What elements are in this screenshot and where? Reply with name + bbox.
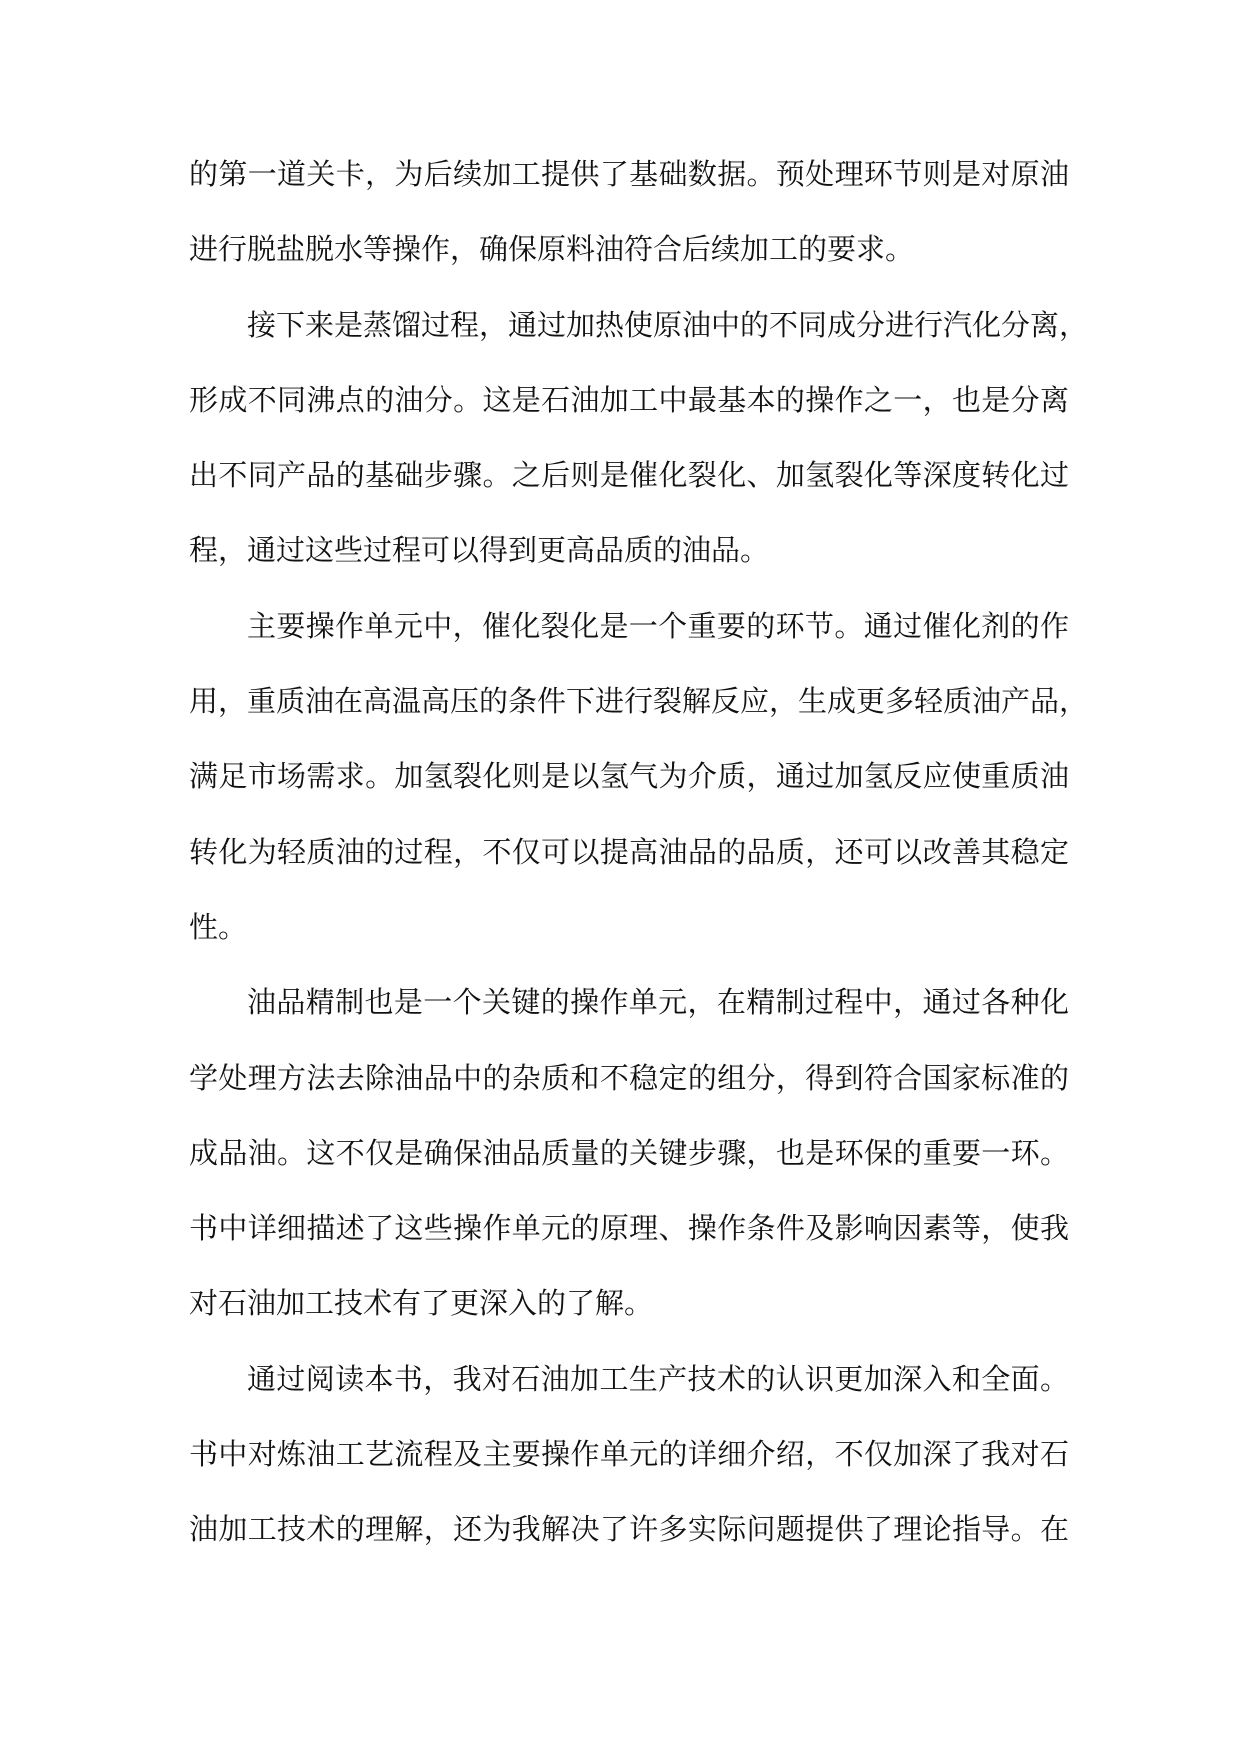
paragraph-first-line: 通过阅读本书，我对石油加工生产技术的认识更加深入和全面。 [247, 1361, 1069, 1396]
paragraph-first-line: 接下来是蒸馏过程，通过加热使原油中的不同成分进行汽化分离， [247, 307, 1089, 342]
body-text [189, 137, 1089, 1568]
text-line: 书中对炼油工艺流程及主要操作单元的详细介绍，不仅加深了我对石 [189, 1437, 1069, 1472]
text-line: 出不同产品的基础步骤。之后则是催化裂化、加氢裂化等深度转化过 [189, 458, 1069, 493]
text-line: 转化为轻质油的过程，不仅可以提高油品的品质，还可以改善其稳定 [189, 834, 1069, 869]
text-line: 对石油加工技术有了更深入的了解。 [189, 1286, 654, 1321]
text-line: 成品油。这不仅是确保油品质量的关键步骤，也是环保的重要一环。 [189, 1135, 1069, 1170]
text-line: 的第一道关卡，为后续加工提供了基础数据。预处理环节则是对原油 [189, 157, 1069, 191]
text-line: 程，通过这些过程可以得到更高品质的油品。 [189, 533, 770, 568]
text-line: 进行脱盐脱水等操作，确保原料油符合后续加工的要求。 [189, 232, 915, 267]
text-line: 书中详细描述了这些操作单元的原理、操作条件及影响因素等，使我 [189, 1211, 1069, 1246]
text-line: 油加工技术的理解，还为我解决了许多实际问题提供了理论指导。在 [189, 1512, 1069, 1547]
text-line: 性。 [189, 909, 248, 944]
text-line: 学处理方法去除油品中的杂质和不稳定的组分，得到符合国家标准的 [189, 1060, 1069, 1095]
text-line: 用，重质油在高温高压的条件下进行裂解反应，生成更多轻质油产品， [189, 684, 1089, 719]
paragraph-first-line: 油品精制也是一个关键的操作单元，在精制过程中，通过各种化 [247, 985, 1069, 1020]
text-line: 满足市场需求。加氢裂化则是以氢气为介质，通过加氢反应使重质油 [189, 759, 1069, 794]
paragraph-first-line: 主要操作单元中，催化裂化是一个重要的环节。通过催化剂的作 [247, 608, 1069, 643]
text-line: 形成不同沸点的油分。这是石油加工中最基本的操作之一，也是分离 [189, 382, 1069, 417]
